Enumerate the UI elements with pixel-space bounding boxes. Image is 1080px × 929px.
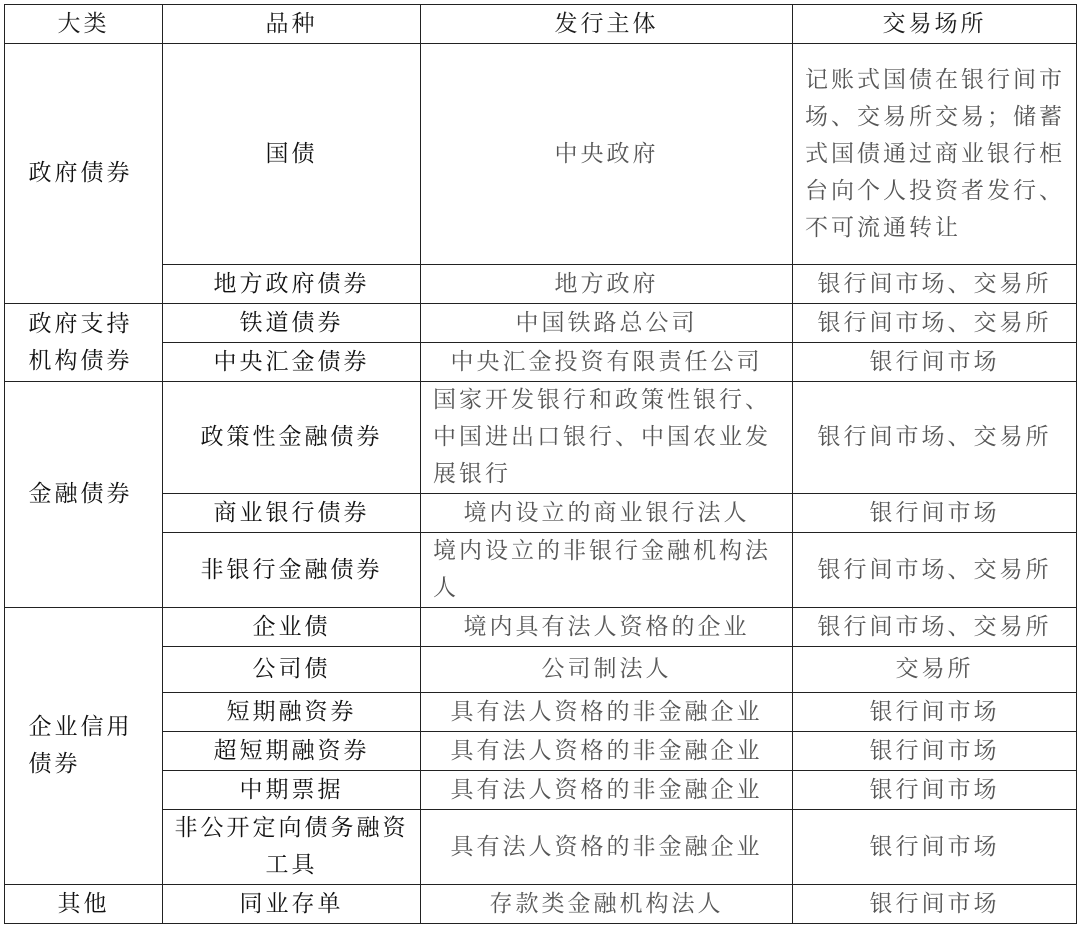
venue-cell: 交易所	[793, 647, 1077, 693]
variety-cell: 公司债	[163, 647, 421, 693]
venue-cell: 银行间市场、交易所	[793, 533, 1077, 608]
table-row	[5, 693, 1077, 732]
header-venue: 交易场所	[793, 5, 1077, 44]
table-row	[5, 732, 1077, 771]
header-variety: 品种	[163, 5, 421, 44]
venue-cell: 银行间市场	[793, 693, 1077, 732]
issuer-cell: 中国铁路总公司	[421, 304, 793, 343]
bond-classification-table	[4, 4, 1077, 924]
issuer-cell: 公司制法人	[421, 647, 793, 693]
variety-cell: 商业银行债券	[163, 494, 421, 533]
variety-cell: 国债	[163, 44, 421, 265]
venue-cell: 银行间市场	[793, 771, 1077, 810]
variety-cell: 企业债	[163, 608, 421, 647]
header-issuer: 发行主体	[421, 5, 793, 44]
variety-cell: 铁道债券	[163, 304, 421, 343]
category-text: 企业信用债券	[28, 714, 133, 777]
table-row	[5, 608, 1077, 647]
venue-cell: 银行间市场	[793, 885, 1077, 924]
issuer-cell: 具有法人资格的非金融企业	[421, 771, 793, 810]
category-text: 金融债券	[28, 481, 133, 507]
issuer-cell: 地方政府	[421, 265, 793, 304]
issuer-cell: 具有法人资格的非金融企业	[421, 693, 793, 732]
header-category: 大类	[5, 5, 163, 44]
issuer-cell: 存款类金融机构法人	[421, 885, 793, 924]
issuer-cell	[421, 533, 793, 608]
issuer-cell: 中央政府	[421, 44, 793, 265]
variety-cell	[163, 810, 421, 885]
table-row	[5, 810, 1077, 885]
table-row	[5, 265, 1077, 304]
variety-cell: 短期融资券	[163, 693, 421, 732]
table-row	[5, 647, 1077, 693]
venue-cell: 银行间市场	[793, 343, 1077, 382]
venue-cell: 银行间市场	[793, 732, 1077, 771]
issuer-cell: 中央汇金投资有限责任公司	[421, 343, 793, 382]
variety-cell: 地方政府债券	[163, 265, 421, 304]
category-cell	[5, 382, 163, 608]
issuer-cell: 境内设立的商业银行法人	[421, 494, 793, 533]
issuer-text: 国家开发银行和政策性银行、中国进出口银行、中国农业发展银行	[433, 387, 771, 487]
venue-cell: 银行间市场、交易所	[793, 304, 1077, 343]
category-cell	[5, 44, 163, 304]
table-row	[5, 494, 1077, 533]
venue-cell: 银行间市场	[793, 810, 1077, 885]
venue-cell: 银行间市场、交易所	[793, 608, 1077, 647]
venue-cell: 银行间市场	[793, 494, 1077, 533]
category-text: 政府支持机构债券	[28, 310, 133, 374]
variety-cell: 非银行金融债券	[163, 533, 421, 608]
venue-cell	[793, 44, 1077, 265]
table-row	[5, 771, 1077, 810]
variety-cell: 中央汇金债券	[163, 343, 421, 382]
table-header-row	[5, 5, 1077, 44]
category-cell	[5, 608, 163, 885]
issuer-cell	[421, 382, 793, 494]
table-row	[5, 304, 1077, 343]
variety-cell: 政策性金融债券	[163, 382, 421, 494]
variety-cell: 中期票据	[163, 771, 421, 810]
table-row	[5, 44, 1077, 265]
table-row	[5, 343, 1077, 382]
issuer-cell: 具有法人资格的非金融企业	[421, 810, 793, 885]
issuer-cell: 具有法人资格的非金融企业	[421, 732, 793, 771]
issuer-text: 境内设立的非银行金融机构法人	[433, 538, 771, 601]
variety-text: 非公开定向债务融资工具	[174, 815, 409, 878]
category-cell	[5, 304, 163, 382]
variety-cell: 同业存单	[163, 885, 421, 924]
variety-cell: 超短期融资券	[163, 732, 421, 771]
venue-cell: 银行间市场、交易所	[793, 265, 1077, 304]
issuer-cell: 境内具有法人资格的企业	[421, 608, 793, 647]
table-row	[5, 533, 1077, 608]
table-row	[5, 885, 1077, 924]
venue-cell: 银行间市场、交易所	[793, 382, 1077, 494]
category-cell: 其他	[5, 885, 163, 924]
category-text: 政府债券	[28, 160, 133, 186]
table-row	[5, 382, 1077, 494]
venue-text: 记账式国债在银行间市场、交易所交易；储蓄式国债通过商业银行柜台向个人投资者发行、不可流通转让	[805, 66, 1065, 241]
